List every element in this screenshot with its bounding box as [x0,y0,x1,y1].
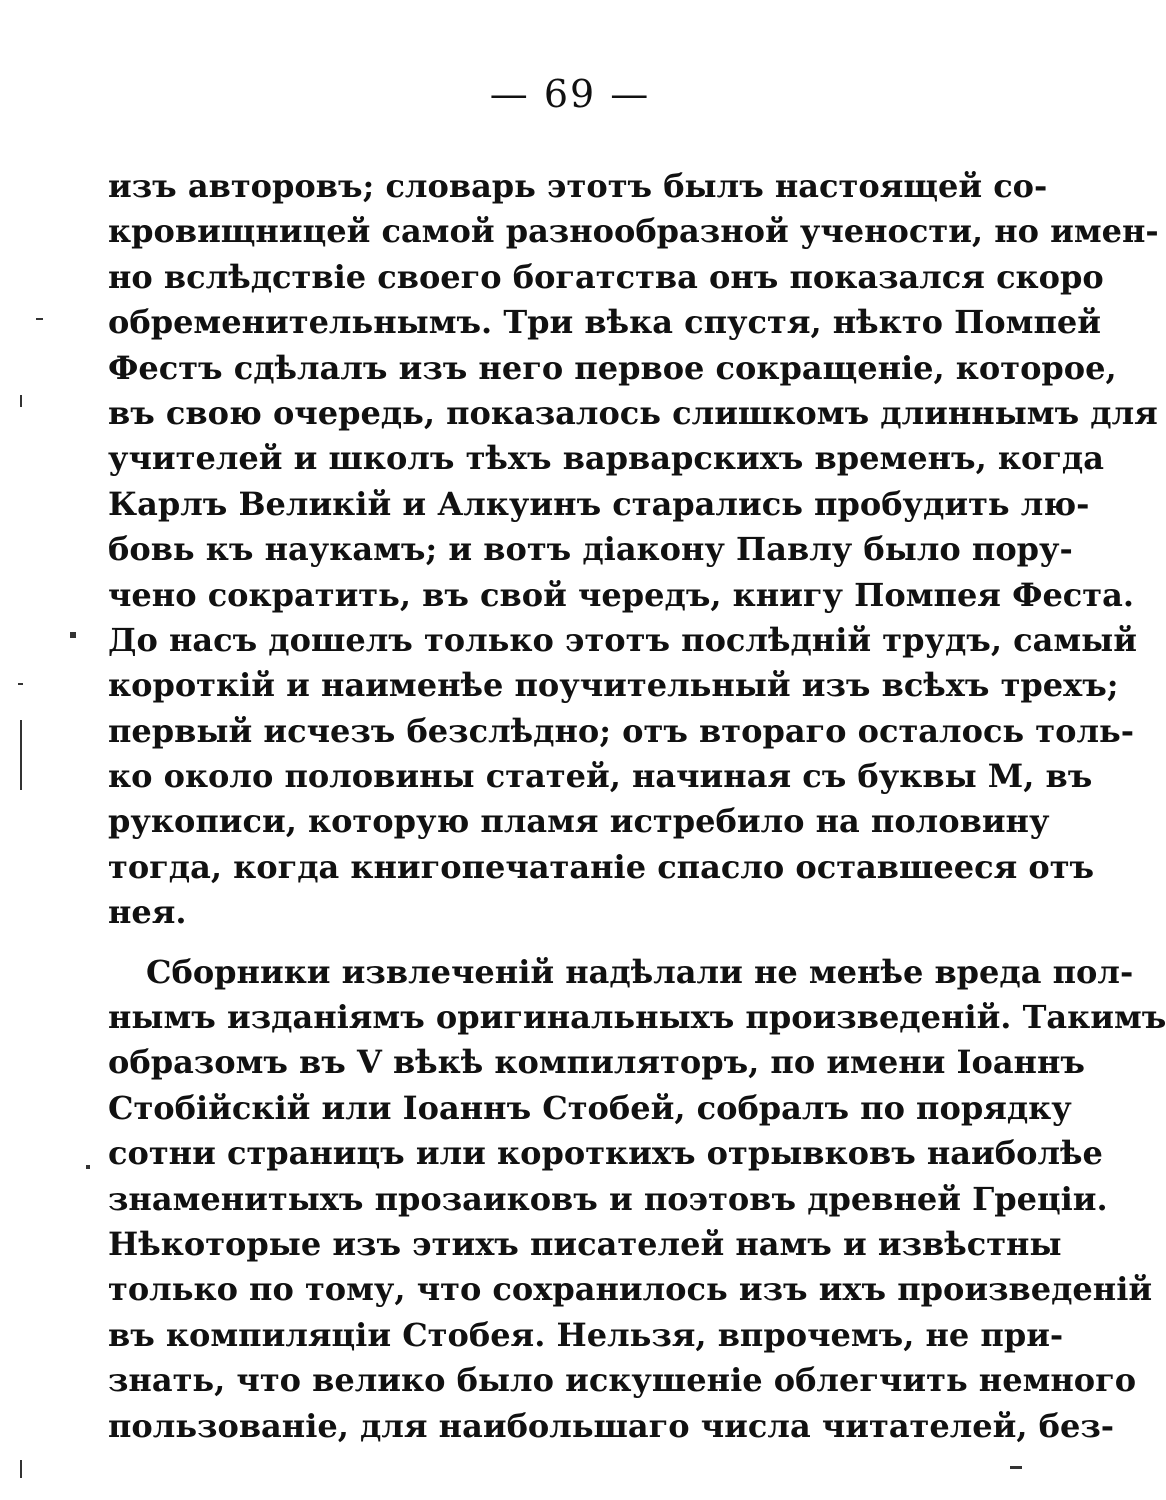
text-line: тогда, когда книгопечатаніе спасло оставшееся отъ [108,847,1095,886]
text-line: но вслѣдствіе своего богатства онъ показался скоро [108,257,1104,296]
text-line: нея. [108,893,187,932]
text-line: образомъ въ V вѣкѣ компиляторъ, по имени Іоаннъ [108,1043,1085,1082]
body-text [108,164,1166,1449]
text-line: первый исчезъ безслѣдно; отъ втораго осталось толь- [108,711,1135,750]
text-line: До насъ дошелъ только этотъ послѣдній трудъ, самый [108,620,1137,659]
text-line: знать, что велико было искушеніе облегчить немного [108,1361,1137,1400]
text-line: пользованіе, для наибольшаго числа читателей, без- [108,1406,1115,1445]
text-line: рукописи, которую пламя истребило на половину [108,802,1050,841]
scan-mark [36,318,43,320]
text-line: въ свою очередь, показалось слишкомъ длиннымъ для [108,393,1158,432]
scan-mark [20,395,22,407]
text-line: чено сократить, въ свой чередъ, книгу Помпея Феста. [108,575,1134,614]
text-line: изъ авторовъ; словарь этотъ былъ настоящей со- [108,167,1048,205]
text-line: учителей и школъ тѣхъ варварскихъ временъ, когда [108,439,1104,478]
text-line: кровищницей самой разнообразной учености, но имен- [108,212,1159,251]
text-line: ко около половины статей, начиная съ буквы М, въ [108,757,1093,796]
text-line: сотни страницъ или короткихъ отрывковъ наиболѣе [108,1134,1103,1173]
scan-mark [70,632,76,638]
page-number: — 69 — [489,72,651,116]
text-line: Карлъ Великій и Алкуинъ старались пробудить лю- [108,484,1090,523]
text-line: короткій и наименѣе поучительный изъ всѣхъ трехъ; [108,666,1119,705]
text-line: бовь къ наукамъ; и вотъ діакону Павлу было пору- [108,530,1073,569]
text-line: знаменитыхъ прозаиковъ и поэтовъ древней Греціи. [108,1179,1108,1218]
paragraph-gap [108,936,1000,950]
scan-mark [86,1165,90,1169]
paragraph-1 [108,164,1159,936]
text-line: Нѣкоторые изъ этихъ писателей намъ и извѣстны [108,1224,1062,1263]
paragraph-2 [108,950,1166,1449]
text-line: обременительнымъ. Три вѣка спустя, нѣкто Помпей [108,303,1101,342]
scan-mark [1010,1466,1022,1469]
text-line: въ компиляціи Стобея. Нельзя, впрочемъ, не при- [108,1315,1064,1354]
scan-mark [18,683,23,685]
text-line: только по тому, что сохранилось изъ ихъ произведеній [108,1270,1153,1309]
text-line: Сборники извлеченій надѣлали не менѣе вреда пол- [146,952,1134,991]
scan-mark [20,720,22,790]
text-line: нымъ изданіямъ оригинальныхъ произведеній. Такимъ [108,998,1166,1037]
text-line: Фестъ сдѣлалъ изъ него первое сокращеніе, которое, [108,348,1117,387]
text-line: Стобійскій или Іоаннъ Стобей, собралъ по порядку [108,1088,1072,1127]
scan-mark [20,1460,22,1478]
